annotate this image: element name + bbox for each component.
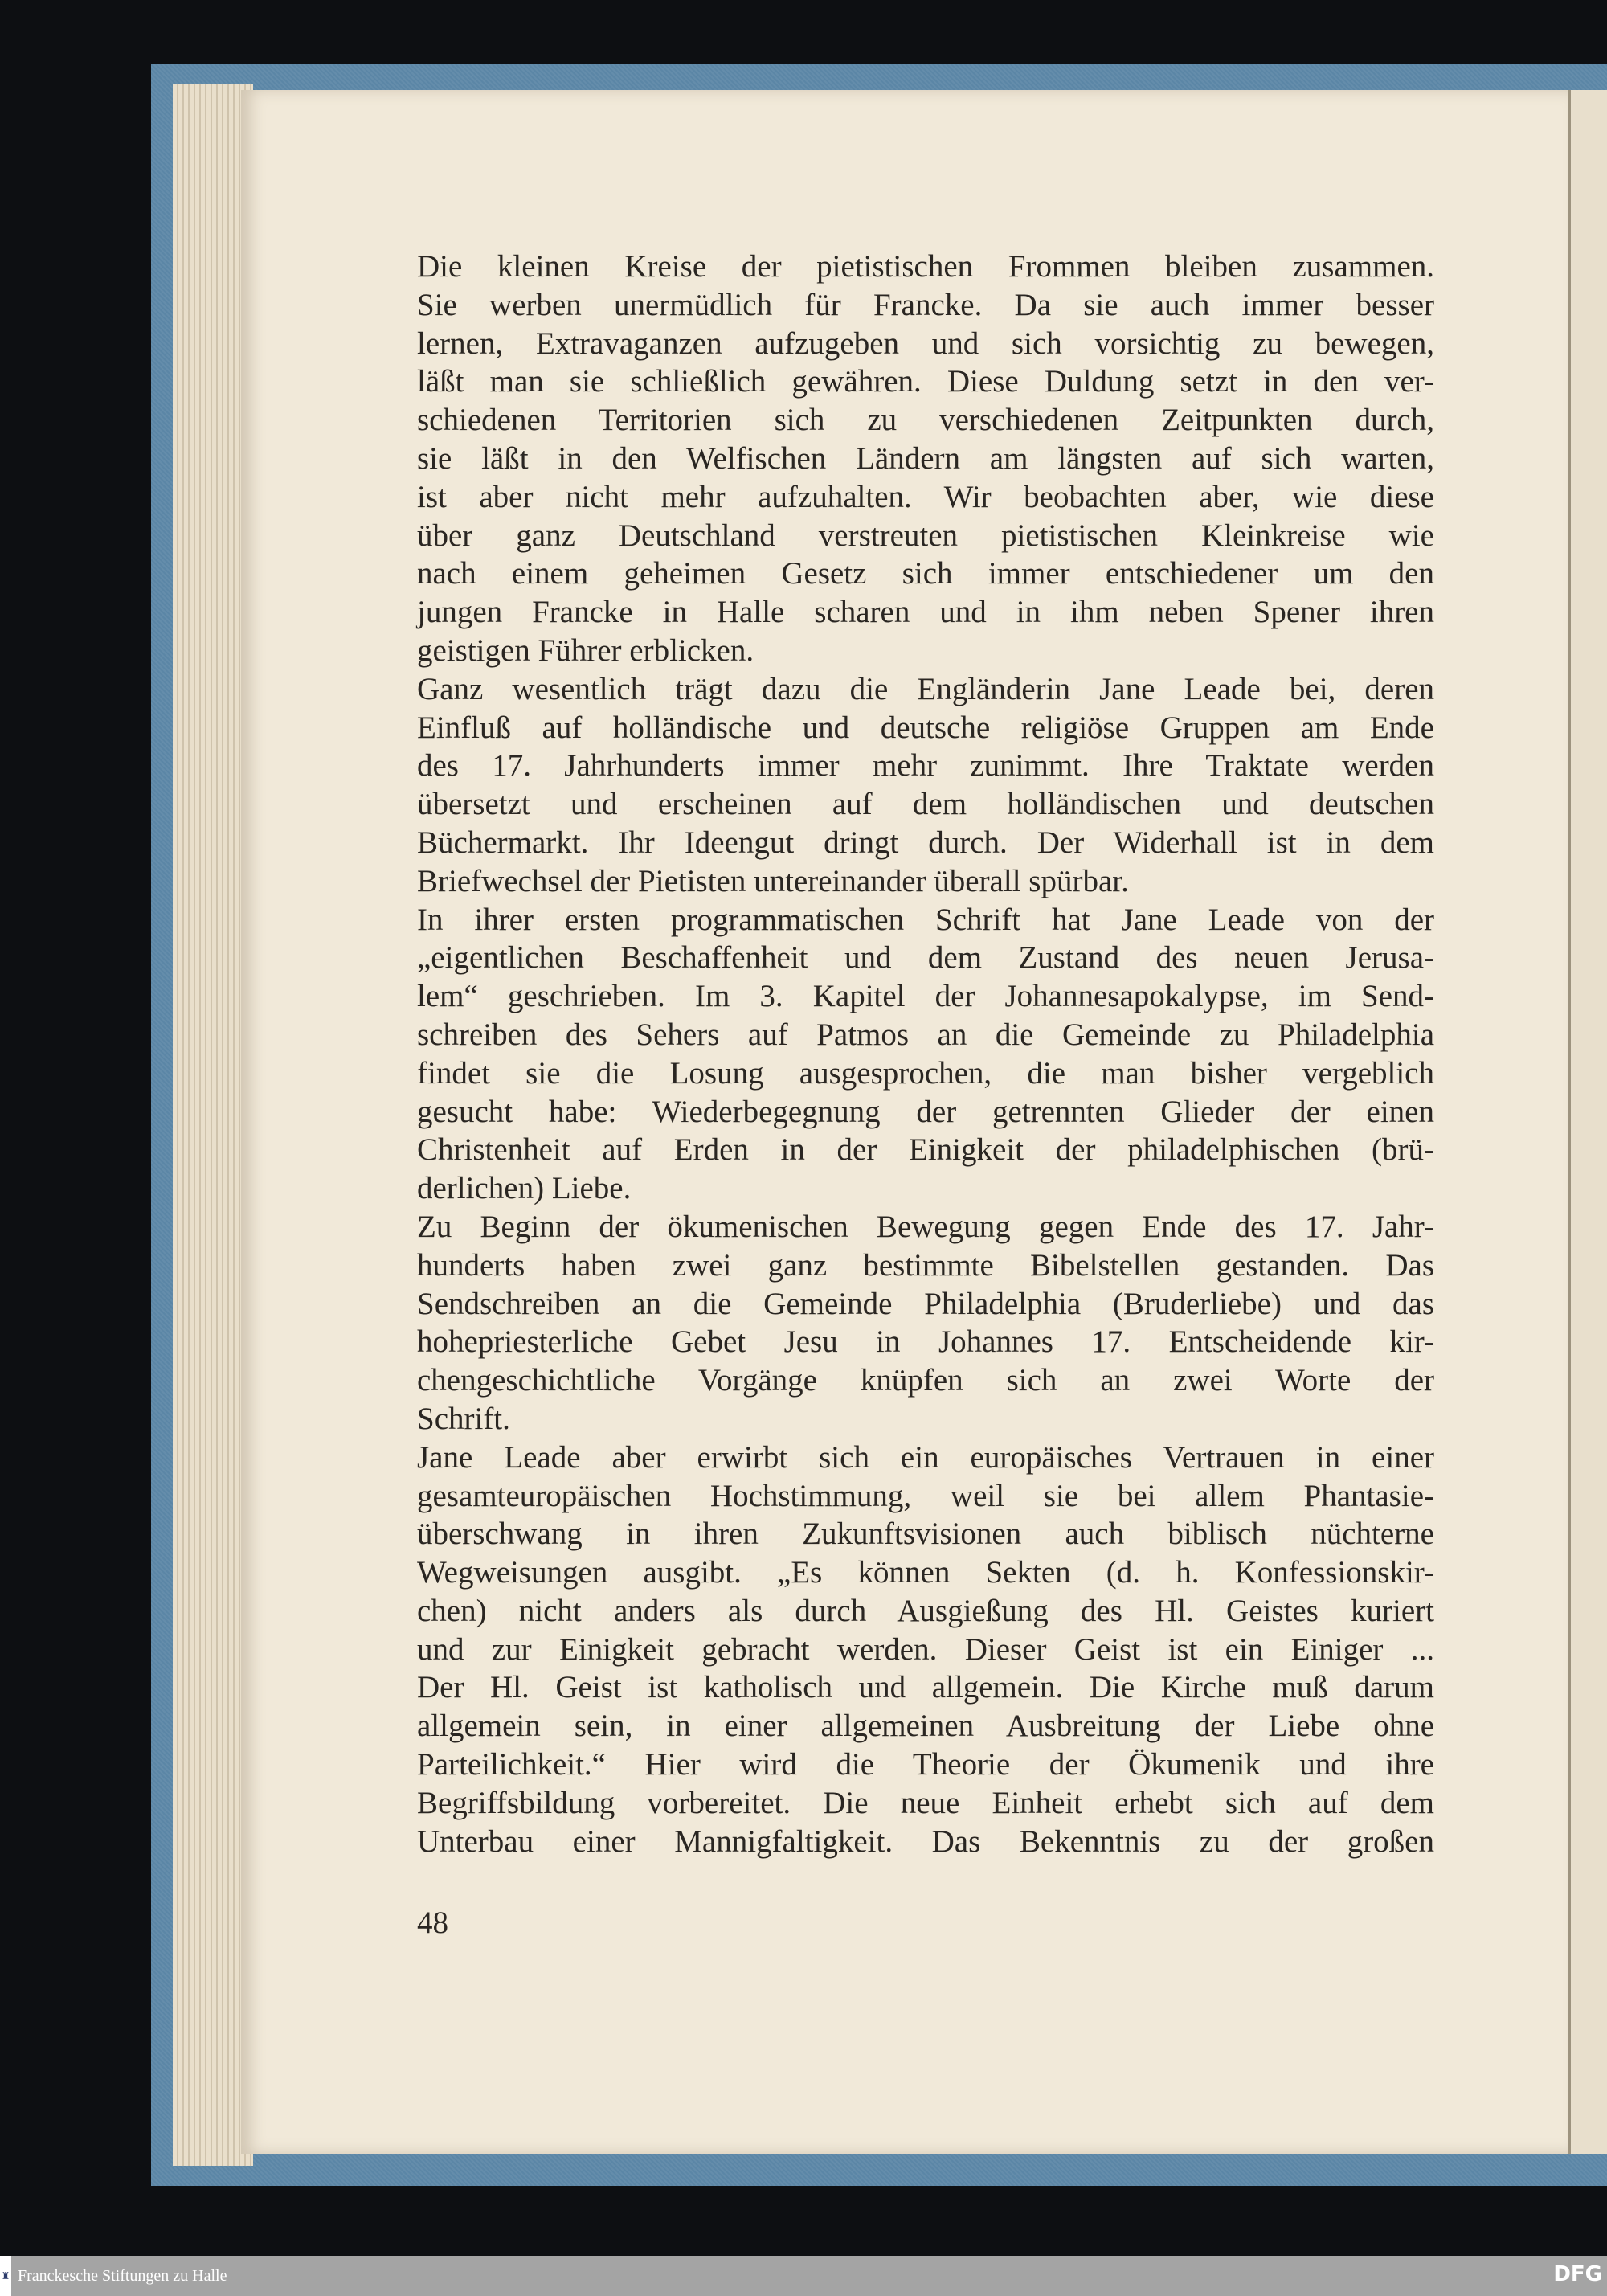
text-line: ist aber nicht mehr aufzuhalten. Wir beobachten aber, wie diese — [417, 479, 1434, 514]
text-line: lem“ geschrieben. Im 3. Kapitel der Johannesapokalypse, im Send- — [417, 979, 1434, 1014]
text-line: übersetzt und erscheinen auf dem holländischen und deutschen — [417, 787, 1434, 822]
text-line: und zur Einigkeit gebracht werden. Dieser Geist ist ein Einiger ... — [417, 1631, 1434, 1667]
institution-name: Franckesche Stiftungen zu Halle — [18, 2266, 227, 2285]
text-line: nach einem geheimen Gesetz sich immer entschiedener um den — [417, 556, 1434, 591]
dfg-logo: DFG — [1553, 2262, 1602, 2286]
text-line: hunderts haben zwei ganz bestimmte Bibelstellen gestanden. Das — [417, 1247, 1434, 1283]
institution-logo-icon: ♜ — [0, 2256, 11, 2296]
text-line: chen) nicht anders als durch Ausgießung des Hl. Geistes kuriert — [417, 1593, 1434, 1628]
text-line: sie läßt in den Welfischen Ländern am längsten auf sich warten, — [417, 440, 1434, 476]
text-line: über ganz Deutschland verstreuten pietistischen Kleinkreise wie — [417, 518, 1434, 553]
text-line: hohepriesterliche Gebet Jesu in Johannes 17. Entscheidende kir- — [417, 1324, 1434, 1360]
footer-bar — [0, 2256, 1607, 2296]
text-line: Die kleinen Kreise der pietistischen Frommen bleiben zusammen. — [417, 249, 1434, 284]
text-line: Unterbau einer Mannigfaltigkeit. Das Bekenntnis zu der großen — [417, 1823, 1434, 1859]
text-line: läßt man sie schließlich gewähren. Diese Duldung setzt in den ver- — [417, 364, 1434, 399]
text-line: derlichen) Liebe. — [417, 1171, 632, 1206]
text-line: Christenheit auf Erden in der Einigkeit der philadelphischen (brü- — [417, 1132, 1434, 1168]
page-number: 48 — [417, 1905, 448, 1940]
text-line: Büchermarkt. Ihr Ideengut dringt durch. Der Widerhall ist in dem — [417, 825, 1434, 860]
text-line: gesucht habe: Wiederbegegnung der getrennten Glieder der einen — [417, 1094, 1434, 1129]
text-line: Sendschreiben an die Gemeinde Philadelphia (Bruderliebe) und das — [417, 1286, 1434, 1321]
text-line: Einfluß auf holländische und deutsche religiöse Gruppen am Ende — [417, 710, 1434, 745]
text-line: gesamteuropäischen Hochstimmung, weil sie bei allem Phantasie- — [417, 1478, 1434, 1513]
text-line: „eigentlichen Beschaffenheit und dem Zustand des neuen Jerusa- — [417, 940, 1434, 976]
text-line: Wegweisungen ausgibt. „Es können Sekten (d. h. Konfessionskir- — [417, 1555, 1434, 1590]
text-line: lernen, Extravaganzen aufzugeben und sich vorsichtig zu bewegen, — [417, 325, 1434, 361]
text-line: Briefwechsel der Pietisten untereinander überall spürbar. — [417, 863, 1129, 898]
text-line: Schrift. — [417, 1401, 510, 1436]
text-line: Sie werben unermüdlich für Francke. Da sie auch immer besser — [417, 287, 1434, 322]
text-line: Ganz wesentlich trägt dazu die Engländerin Jane Leade bei, deren — [417, 671, 1434, 706]
text-line: jungen Francke in Halle scharen und in ihm neben Spener ihren — [417, 595, 1434, 630]
text-line: schiedenen Territorien sich zu verschiedenen Zeitpunkten durch, — [417, 403, 1434, 438]
text-line: Zu Beginn der ökumenischen Bewegung gegen Ende des 17. Jahr- — [417, 1209, 1434, 1244]
facing-page-edge — [1568, 90, 1607, 2154]
text-line: Der Hl. Geist ist katholisch und allgemein. Die Kirche muß darum — [417, 1670, 1434, 1705]
body-text — [417, 248, 1434, 1860]
text-line: Parteilichkeit.“ Hier wird die Theorie der Ökumenik und ihre — [417, 1747, 1434, 1782]
text-line: schreiben des Sehers auf Patmos an die Gemeinde zu Philadelphia — [417, 1017, 1434, 1052]
text-line: In ihrer ersten programmatischen Schrift hat Jane Leade von der — [417, 902, 1434, 937]
text-line: des 17. Jahrhunderts immer mehr zunimmt. Ihre Traktate werden — [417, 748, 1434, 784]
text-line: Jane Leade aber erwirbt sich ein europäisches Vertrauen in einer — [417, 1439, 1434, 1475]
text-line: findet sie die Losung ausgesprochen, die man bisher vergeblich — [417, 1055, 1434, 1091]
text-line: Begriffsbildung vorbereitet. Die neue Einheit erhebt sich auf dem — [417, 1785, 1434, 1820]
text-line: chengeschichtliche Vorgänge knüpfen sich an zwei Worte der — [417, 1363, 1434, 1398]
text-line: geistigen Führer erblicken. — [417, 632, 754, 668]
text-line: allgemein sein, in einer allgemeinen Ausbreitung der Liebe ohne — [417, 1709, 1434, 1744]
text-line: überschwang in ihren Zukunftsvisionen auch biblisch nüchterne — [417, 1516, 1434, 1552]
